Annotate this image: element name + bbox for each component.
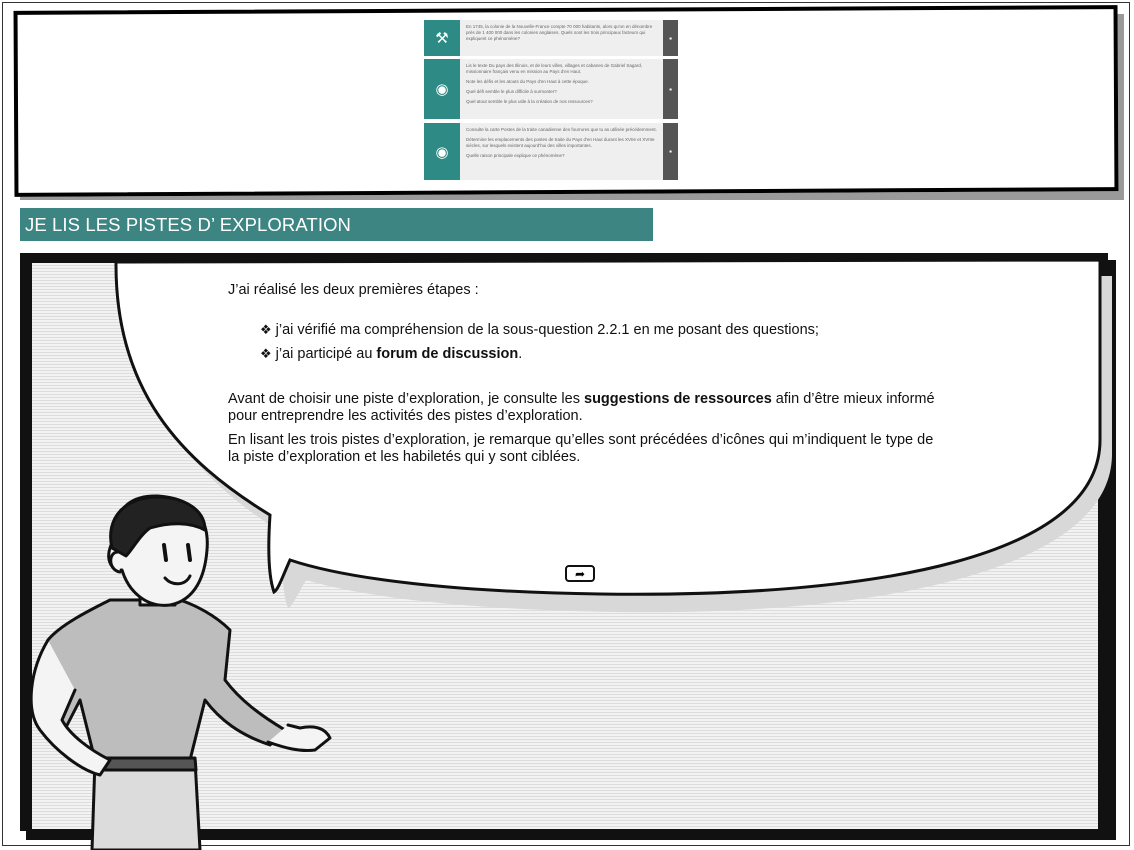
gavel-icon: ⚒ [424,20,460,56]
barcode-eye-icon: ◉ [424,59,460,119]
piste-line: En 1745, la colonie de la Nouvelle-France compte 70 000 habitants, alors qu'on en dénombre près de 1 400 000 dans les colonies anglaises. Quels sont les trois principaux facteurs qui expliquent ce phénomène? [466,24,653,41]
bubble-paragraph: Avant de choisir une piste d’exploration, je consulte les suggestions de ressources afin d’être mieux informé pour entreprendre les activités des pistes d’exploration. [228,391,935,424]
briefcase-icon[interactable]: ▪ [663,59,678,119]
piste-line: Quel défi semble le plus difficile à surmonter? [466,89,557,94]
briefcase-icon[interactable]: ▪ [663,123,678,180]
suggestions-link[interactable]: suggestions de ressources [584,391,772,407]
barcode-eye-icon: ◉ [424,123,460,180]
piste-line: Lis le texte Du pays des Illinois, et de leurs villes, villages et cabanes de Gabriel Sagard, missionnaire français venu en mission au Pays d'en Haut. [466,63,643,74]
piste-line: Quel atout semble le plus utile à la création de nos ressources? [466,99,593,104]
next-arrow-icon: ➦ [574,566,586,581]
bubble-paragraph: En lisant les trois pistes d’exploration, je remarque qu’elles sont précédées d’icônes qui m’indiquent le type de la piste d’exploration et les habiletés qui y sont ciblées. [228,432,934,465]
briefcase-icon[interactable]: ▪ [663,20,678,56]
list-item: ❖ j’ai vérifié ma compréhension de la sous-question 2.2.1 en me posant des questions; [260,322,819,338]
section-title: JE LIS LES PISTES D’ EXPLORATION [20,208,653,241]
piste-line: Quelle raison principale explique ce phénomène? [466,153,565,158]
piste-line: Détermine les emplacements des postes de traite du Pays d'en Haut durant les XVIIe et XVIIIe siècles, sur lesquels existent aujourd'hui des villes importantes. [466,137,655,148]
diamond-bullet-icon: ❖ [260,322,272,337]
piste-line: Note les défis et les atouts du Pays d'en Haut à cette époque. [466,79,589,84]
list-item: ❖ j’ai participé au forum de discussion. [260,346,523,362]
bubble-intro: J’ai réalisé les deux premières étapes : [228,282,479,298]
forum-link[interactable]: forum de discussion [376,346,519,362]
diamond-bullet-icon: ❖ [260,346,272,361]
piste-line: Consulte la carte Postes de la traite canadienne des fourrures que tu as utilisée précédemment. [466,127,657,132]
